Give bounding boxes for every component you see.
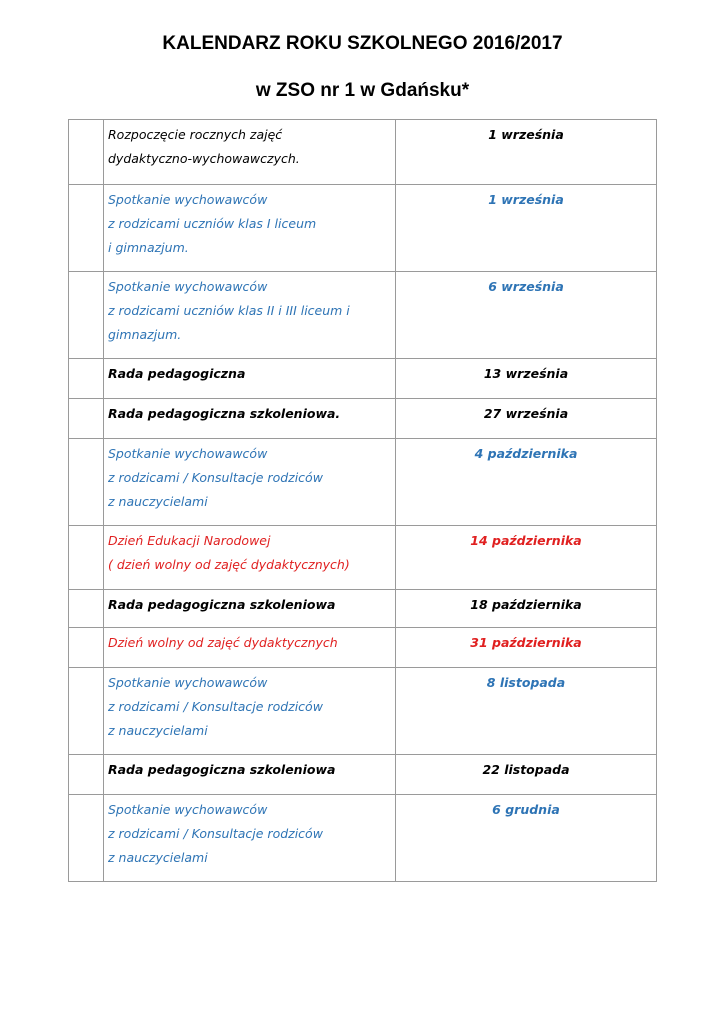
event-cell xyxy=(104,590,396,628)
event-description: Dzień wolny od zajęć dydaktycznych xyxy=(108,635,338,650)
row-marker-cell xyxy=(69,628,104,668)
row-marker-cell xyxy=(69,359,104,399)
event-date: 6 września xyxy=(396,272,657,359)
row-marker-cell xyxy=(69,120,104,185)
row-marker-cell xyxy=(69,526,104,590)
event-description: Spotkanie wychowawców z rodzicami uczniów klas II i III liceum i gimnazjum. xyxy=(108,279,350,342)
table-row xyxy=(69,755,657,795)
event-date: 4 października xyxy=(396,439,657,526)
event-cell xyxy=(104,120,396,185)
event-date: 14 października xyxy=(396,526,657,590)
event-cell xyxy=(104,755,396,795)
row-marker-cell xyxy=(69,755,104,795)
table-row xyxy=(69,120,657,185)
event-cell xyxy=(104,185,396,272)
event-cell xyxy=(104,526,396,590)
event-description: Spotkanie wychowawców z rodzicami / Konsultacje rodziców z nauczycielami xyxy=(108,446,323,509)
table-row xyxy=(69,590,657,628)
table-row xyxy=(69,668,657,755)
page-subtitle: w ZSO nr 1 w Gdańsku* xyxy=(255,80,470,101)
event-cell xyxy=(104,628,396,668)
event-date: 31 października xyxy=(396,628,657,668)
row-marker-cell xyxy=(69,439,104,526)
event-date: 8 listopada xyxy=(396,668,657,755)
event-date: 18 października xyxy=(396,590,657,628)
calendar-table-body xyxy=(69,120,657,882)
row-marker-cell xyxy=(69,185,104,272)
row-marker-cell xyxy=(69,668,104,755)
table-row xyxy=(69,272,657,359)
event-cell xyxy=(104,272,396,359)
event-date: 1 września xyxy=(396,120,657,185)
table-row xyxy=(69,359,657,399)
row-marker-cell xyxy=(69,272,104,359)
event-description: Rada pedagogiczna szkoleniowa xyxy=(108,762,336,777)
event-description: Spotkanie wychowawców z rodzicami / Konsultacje rodziców z nauczycielami xyxy=(108,802,323,865)
event-date: 13 września xyxy=(396,359,657,399)
event-cell xyxy=(104,399,396,439)
table-row xyxy=(69,185,657,272)
event-date: 1 września xyxy=(396,185,657,272)
table-row xyxy=(69,439,657,526)
table-row xyxy=(69,526,657,590)
event-cell xyxy=(104,359,396,399)
event-cell xyxy=(104,668,396,755)
event-description: Spotkanie wychowawców z rodzicami uczniów klas I liceum i gimnazjum. xyxy=(108,192,317,255)
event-description: Dzień Edukacji Narodowej ( dzień wolny od zajęć dydaktycznych) xyxy=(108,533,350,572)
row-marker-cell xyxy=(69,795,104,882)
row-marker-cell xyxy=(69,590,104,628)
table-row xyxy=(69,795,657,882)
event-description: Rada pedagogiczna xyxy=(108,366,246,381)
event-date: 22 listopada xyxy=(396,755,657,795)
event-description: Rozpoczęcie rocznych zajęć dydaktyczno-wychowawczych. xyxy=(108,127,300,166)
event-description: Spotkanie wychowawców z rodzicami / Konsultacje rodziców z nauczycielami xyxy=(108,675,323,738)
event-cell xyxy=(104,795,396,882)
event-description: Rada pedagogiczna szkoleniowa xyxy=(108,597,336,612)
table-row xyxy=(69,399,657,439)
calendar-table xyxy=(68,119,657,882)
row-marker-cell xyxy=(69,399,104,439)
event-description: Rada pedagogiczna szkoleniowa. xyxy=(108,406,341,421)
event-date: 27 września xyxy=(396,399,657,439)
table-row xyxy=(69,628,657,668)
page-title: KALENDARZ ROKU SZKOLNEGO 2016/2017 xyxy=(162,33,563,54)
event-date: 6 grudnia xyxy=(396,795,657,882)
event-cell xyxy=(104,439,396,526)
